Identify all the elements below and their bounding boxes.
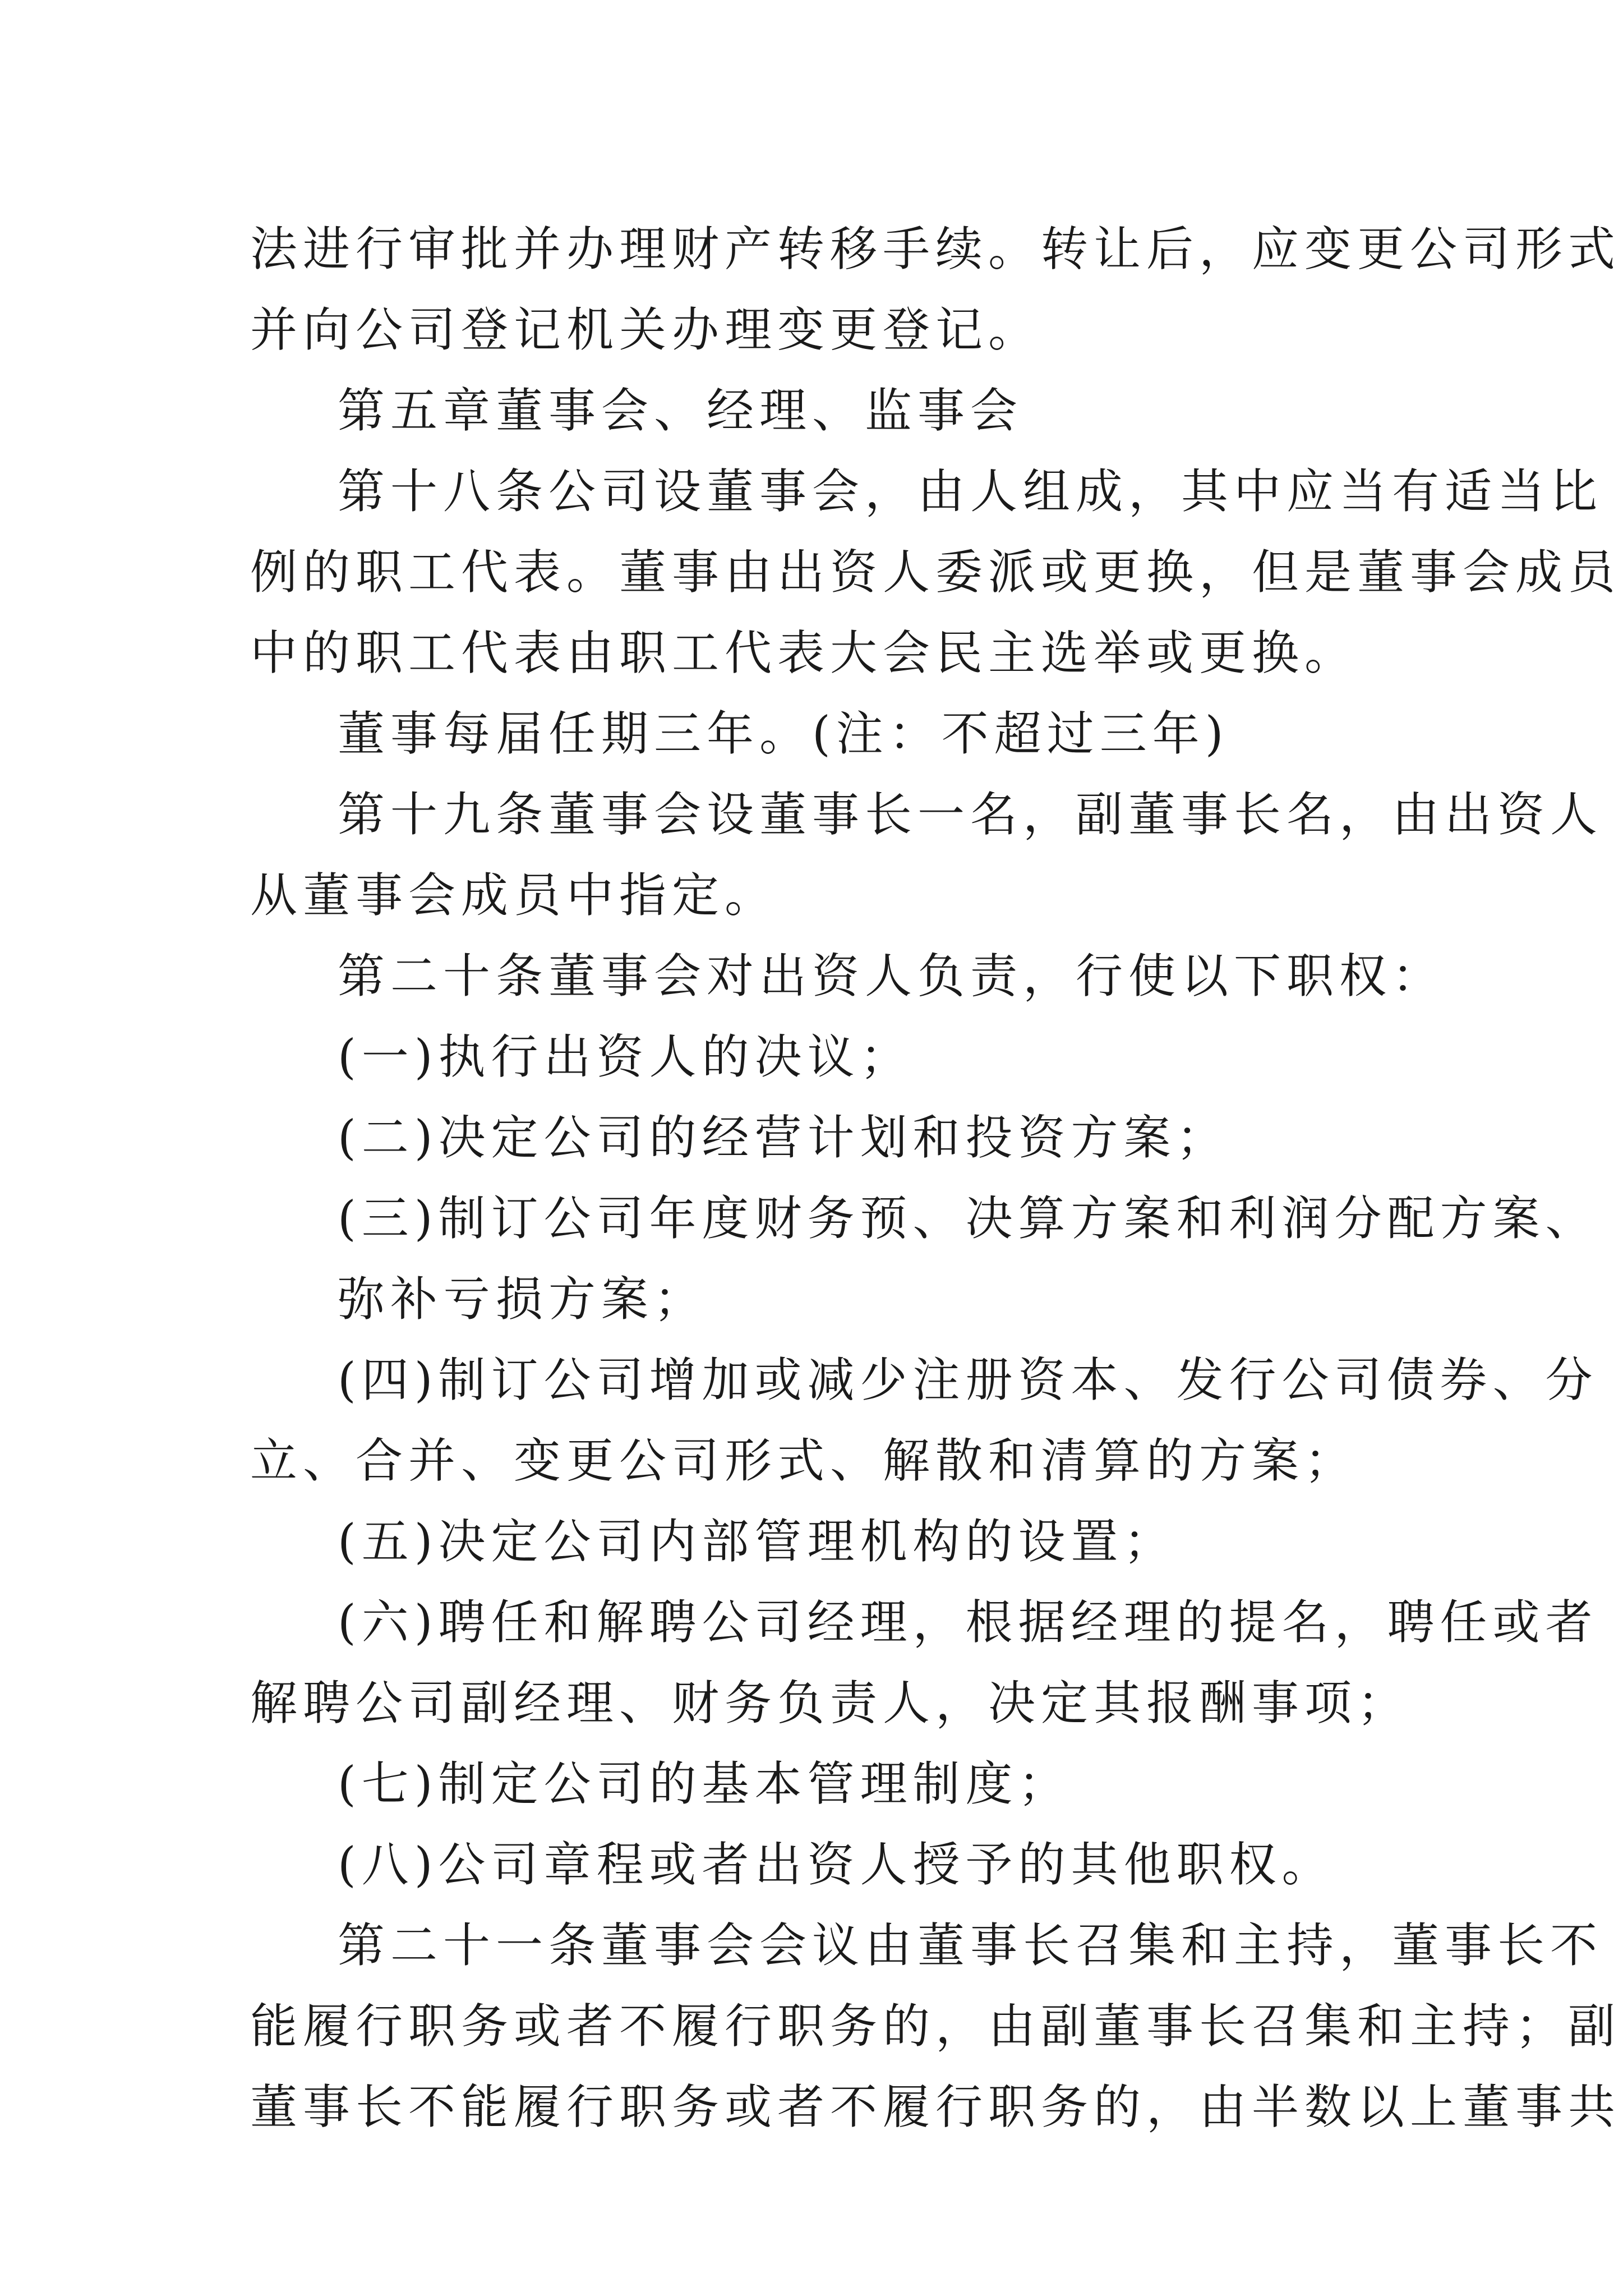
- text-line: 中的职工代表由职工代表大会民主选举或更换。: [250, 625, 1358, 680]
- text-line: 例的职工代表。董事由出资人委派或更换，但是董事会成员: [250, 545, 1621, 600]
- list-item: (一)执行出资人的决议；: [338, 1029, 913, 1084]
- text-line: 并向公司登记机关办理变更登记。: [250, 302, 1041, 357]
- text-line: 董事长不能履行职务或者不履行职务的，由半数以上董事共: [250, 2079, 1621, 2134]
- list-item: (七)制定公司的基本管理制度；: [338, 1756, 1071, 1811]
- list-item: (八)公司章程或者出资人授予的其他职权。: [338, 1837, 1335, 1892]
- list-item-continuation: 弥补亏损方案；: [338, 1272, 707, 1327]
- list-item-continuation: 解聘公司副经理、财务负责人，决定其报酬事项；: [250, 1676, 1410, 1731]
- list-item: (六)聘任和解聘公司经理，根据经理的提名，聘任或者: [338, 1595, 1598, 1650]
- text-line: 法进行审批并办理财产转移手续。转让后，应变更公司形式: [250, 222, 1621, 277]
- article-line: 第十九条董事会设董事长一名，副董事长名，由出资人: [338, 787, 1603, 842]
- article-line: 第十八条公司设董事会，由人组成，其中应当有适当比: [338, 464, 1603, 519]
- list-item: (二)决定公司的经营计划和投资方案；: [338, 1110, 1229, 1165]
- chapter-heading: 第五章董事会、经理、监事会: [338, 383, 1023, 438]
- list-item-continuation: 立、合并、变更公司形式、解散和清算的方案；: [250, 1433, 1358, 1488]
- text-line: 从董事会成员中指定。: [250, 868, 778, 923]
- article-line: 第二十一条董事会会议由董事长召集和主持，董事长不: [338, 1918, 1603, 1973]
- list-item: (四)制订公司增加或减少注册资本、发行公司债券、分: [338, 1352, 1598, 1407]
- article-line: 第二十条董事会对出资人负责，行使以下职权：: [338, 949, 1445, 1004]
- list-item: (五)决定公司内部管理机构的设置；: [338, 1514, 1177, 1569]
- text-line: 能履行职务或者不履行职务的，由副董事长召集和主持；副: [250, 1999, 1621, 2054]
- document-body: [250, 209, 1621, 2147]
- text-line: 董事每届任期三年。(注：不超过三年): [338, 706, 1229, 761]
- list-item: (三)制订公司年度财务预、决算方案和利润分配方案、: [338, 1191, 1598, 1246]
